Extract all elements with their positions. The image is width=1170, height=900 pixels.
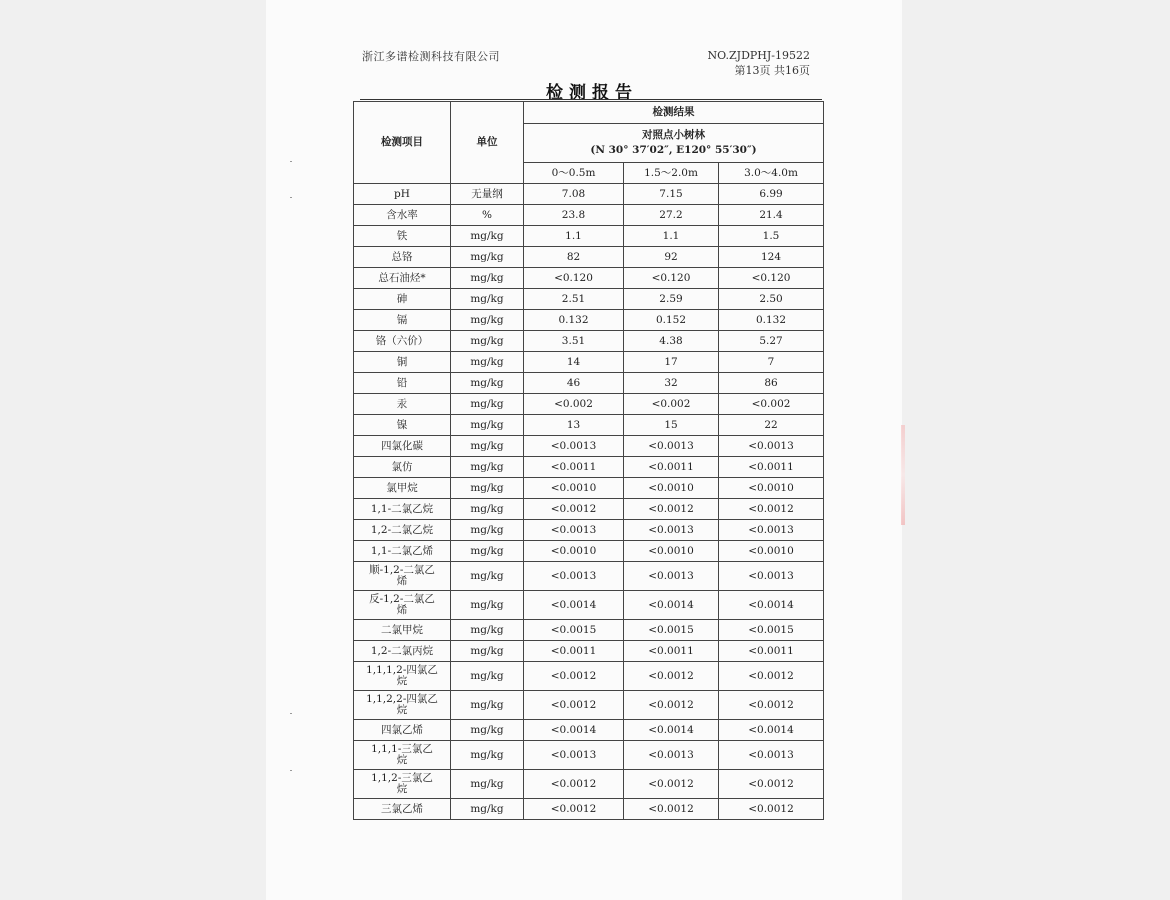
cell-value: <0.0013 — [719, 741, 824, 770]
cell-value: <0.0014 — [719, 591, 824, 620]
table-row — [354, 641, 824, 662]
header-unit: 单位 — [451, 102, 524, 184]
cell-unit: mg/kg — [451, 691, 524, 720]
cell-item: 总石油烃* — [354, 268, 451, 289]
cell-value: 7.15 — [624, 184, 719, 205]
cell-item: 二氯甲烷 — [354, 620, 451, 641]
cell-unit: mg/kg — [451, 394, 524, 415]
cell-value: 86 — [719, 373, 824, 394]
table-row — [354, 457, 824, 478]
cell-item: 1,1,1,2-四氯乙烷 — [354, 662, 451, 691]
scan-mark — [290, 197, 292, 198]
cell-value: 124 — [719, 247, 824, 268]
cell-unit: 无量纲 — [451, 184, 524, 205]
scan-mark — [290, 161, 292, 162]
table-row — [354, 226, 824, 247]
cell-value: <0.0015 — [524, 620, 624, 641]
cell-value: 6.99 — [719, 184, 824, 205]
header-site — [524, 124, 824, 163]
cell-value: 5.27 — [719, 331, 824, 352]
cell-value: <0.0012 — [624, 770, 719, 799]
table-row — [354, 620, 824, 641]
cell-item: 氯甲烷 — [354, 478, 451, 499]
cell-value: <0.0013 — [719, 436, 824, 457]
cell-value: <0.120 — [624, 268, 719, 289]
cell-item: 1,1-二氯乙烷 — [354, 499, 451, 520]
cell-item: 1,2-二氯乙烷 — [354, 520, 451, 541]
cell-unit: mg/kg — [451, 720, 524, 741]
table-row — [354, 415, 824, 436]
cell-item: 铬（六价） — [354, 331, 451, 352]
cell-value: <0.0010 — [524, 478, 624, 499]
page-info: 第13页 共16页 — [734, 64, 810, 77]
cell-value: 0.152 — [624, 310, 719, 331]
cell-unit: mg/kg — [451, 520, 524, 541]
results-table — [353, 101, 824, 820]
header-depth: 3.0～4.0m — [719, 163, 824, 184]
cell-value: 23.8 — [524, 205, 624, 226]
cell-value: <0.0013 — [624, 436, 719, 457]
table-row — [354, 478, 824, 499]
cell-unit: mg/kg — [451, 662, 524, 691]
table-row — [354, 591, 824, 620]
cell-unit: % — [451, 205, 524, 226]
table-row — [354, 520, 824, 541]
cell-value: 7 — [719, 352, 824, 373]
header-item: 检测项目 — [354, 102, 451, 184]
cell-value: <0.0012 — [624, 499, 719, 520]
table-row — [354, 691, 824, 720]
cell-value: <0.0012 — [624, 799, 719, 820]
cell-value: <0.0012 — [524, 662, 624, 691]
cell-value: <0.0012 — [624, 691, 719, 720]
cell-value: 1.5 — [719, 226, 824, 247]
cell-unit: mg/kg — [451, 457, 524, 478]
table-row — [354, 770, 824, 799]
cell-item: 1,2-二氯丙烷 — [354, 641, 451, 662]
cell-value: <0.0012 — [524, 770, 624, 799]
title-rule — [360, 99, 822, 100]
cell-value: 2.51 — [524, 289, 624, 310]
cell-value: 17 — [624, 352, 719, 373]
cell-unit: mg/kg — [451, 352, 524, 373]
table-row — [354, 541, 824, 562]
cell-value: <0.0014 — [624, 720, 719, 741]
site-name: 对照点小树林 — [642, 129, 706, 141]
cell-value: <0.120 — [524, 268, 624, 289]
cell-value: 32 — [624, 373, 719, 394]
cell-value: <0.0012 — [524, 691, 624, 720]
table-row — [354, 184, 824, 205]
cell-item: 镉 — [354, 310, 451, 331]
cell-value: <0.0010 — [624, 541, 719, 562]
cell-unit: mg/kg — [451, 436, 524, 457]
table-row — [354, 562, 824, 591]
header-depth: 1.5～2.0m — [624, 163, 719, 184]
cell-value: 4.38 — [624, 331, 719, 352]
cell-item: 镍 — [354, 415, 451, 436]
cell-item: 铅 — [354, 373, 451, 394]
cell-value: 27.2 — [624, 205, 719, 226]
table-row — [354, 331, 824, 352]
cell-value: <0.0012 — [719, 499, 824, 520]
cell-unit: mg/kg — [451, 289, 524, 310]
report-meta — [708, 48, 810, 78]
cell-unit: mg/kg — [451, 741, 524, 770]
cell-item: 氯仿 — [354, 457, 451, 478]
cell-item: 1,1,2-三氯乙烷 — [354, 770, 451, 799]
cell-unit: mg/kg — [451, 641, 524, 662]
cell-value: 92 — [624, 247, 719, 268]
cell-item: 铁 — [354, 226, 451, 247]
cell-unit: mg/kg — [451, 310, 524, 331]
cell-value: 2.50 — [719, 289, 824, 310]
cell-value: 22 — [719, 415, 824, 436]
cell-value: <0.0013 — [719, 520, 824, 541]
cell-unit: mg/kg — [451, 562, 524, 591]
cell-value: <0.0011 — [524, 641, 624, 662]
cell-value: <0.0012 — [524, 799, 624, 820]
cell-value: <0.0013 — [624, 741, 719, 770]
table-row — [354, 247, 824, 268]
cell-item: 砷 — [354, 289, 451, 310]
site-coords: (N 30° 37′02″, E120° 55′30″) — [590, 144, 757, 156]
cell-value: <0.0014 — [719, 720, 824, 741]
cell-item: 1,1,1-三氯乙烷 — [354, 741, 451, 770]
cell-value: 82 — [524, 247, 624, 268]
table-row — [354, 289, 824, 310]
cell-value: 15 — [624, 415, 719, 436]
cell-value: <0.002 — [719, 394, 824, 415]
cell-unit: mg/kg — [451, 478, 524, 499]
cell-item: 铜 — [354, 352, 451, 373]
cell-unit: mg/kg — [451, 226, 524, 247]
cell-value: 21.4 — [719, 205, 824, 226]
cell-value: <0.0011 — [719, 457, 824, 478]
cell-unit: mg/kg — [451, 591, 524, 620]
cell-unit: mg/kg — [451, 268, 524, 289]
cell-unit: mg/kg — [451, 541, 524, 562]
table-row — [354, 662, 824, 691]
cell-item: 1,1-二氯乙烯 — [354, 541, 451, 562]
header-depth: 0～0.5m — [524, 163, 624, 184]
table-row — [354, 499, 824, 520]
cell-value: 1.1 — [624, 226, 719, 247]
cell-unit: mg/kg — [451, 247, 524, 268]
cell-item: 四氯乙烯 — [354, 720, 451, 741]
cell-value: 2.59 — [624, 289, 719, 310]
cell-value: <0.0011 — [719, 641, 824, 662]
table-row — [354, 268, 824, 289]
table-row — [354, 394, 824, 415]
cell-unit: mg/kg — [451, 415, 524, 436]
cell-value: <0.0013 — [524, 741, 624, 770]
cell-value: <0.0013 — [524, 520, 624, 541]
table-row — [354, 310, 824, 331]
header-result: 检测结果 — [524, 102, 824, 124]
cell-unit: mg/kg — [451, 770, 524, 799]
cell-value: 13 — [524, 415, 624, 436]
cell-value: <0.0012 — [524, 499, 624, 520]
cell-value: 0.132 — [524, 310, 624, 331]
cell-value: <0.0012 — [719, 662, 824, 691]
cell-value: <0.0012 — [719, 799, 824, 820]
cell-value: <0.002 — [624, 394, 719, 415]
cell-item: 总铬 — [354, 247, 451, 268]
cell-value: <0.0014 — [524, 720, 624, 741]
seal-stamp-edge — [901, 425, 905, 525]
table-row — [354, 741, 824, 770]
cell-unit: mg/kg — [451, 499, 524, 520]
cell-item: 反-1,2-二氯乙烯 — [354, 591, 451, 620]
cell-item: 四氯化碳 — [354, 436, 451, 457]
cell-value: <0.0010 — [719, 478, 824, 499]
cell-value: <0.0015 — [624, 620, 719, 641]
cell-value: <0.0012 — [624, 662, 719, 691]
company-name: 浙江多谱检测科技有限公司 — [362, 50, 500, 63]
cell-value: 1.1 — [524, 226, 624, 247]
scan-mark — [290, 713, 292, 714]
table-row — [354, 436, 824, 457]
cell-item: 三氯乙烯 — [354, 799, 451, 820]
cell-value: <0.0013 — [524, 562, 624, 591]
cell-value: <0.0014 — [524, 591, 624, 620]
cell-value: <0.0012 — [719, 770, 824, 799]
cell-value: 46 — [524, 373, 624, 394]
cell-value: 7.08 — [524, 184, 624, 205]
cell-unit: mg/kg — [451, 331, 524, 352]
table-row — [354, 373, 824, 394]
cell-value: <0.002 — [524, 394, 624, 415]
report-number: NO.ZJDPHJ-19522 — [707, 49, 810, 62]
cell-unit: mg/kg — [451, 799, 524, 820]
table-row — [354, 205, 824, 226]
cell-value: <0.0011 — [624, 641, 719, 662]
report-page — [266, 0, 902, 900]
cell-value: <0.0010 — [524, 541, 624, 562]
cell-value: <0.0013 — [719, 562, 824, 591]
cell-value: <0.120 — [719, 268, 824, 289]
cell-value: 14 — [524, 352, 624, 373]
cell-value: <0.0013 — [624, 562, 719, 591]
cell-item: 1,1,2,2-四氯乙烷 — [354, 691, 451, 720]
cell-value: <0.0014 — [624, 591, 719, 620]
cell-value: <0.0010 — [719, 541, 824, 562]
cell-value: <0.0011 — [524, 457, 624, 478]
cell-unit: mg/kg — [451, 620, 524, 641]
cell-value: <0.0013 — [524, 436, 624, 457]
cell-unit: mg/kg — [451, 373, 524, 394]
cell-item: 汞 — [354, 394, 451, 415]
cell-value: <0.0011 — [624, 457, 719, 478]
cell-item: pH — [354, 184, 451, 205]
scan-mark — [290, 770, 292, 771]
cell-item: 含水率 — [354, 205, 451, 226]
table-row — [354, 720, 824, 741]
table-row — [354, 352, 824, 373]
report-title: 检测报告 — [546, 83, 638, 103]
cell-value: 0.132 — [719, 310, 824, 331]
cell-value: <0.0013 — [624, 520, 719, 541]
cell-value: <0.0015 — [719, 620, 824, 641]
cell-value: <0.0012 — [719, 691, 824, 720]
cell-value: 3.51 — [524, 331, 624, 352]
cell-item: 顺-1,2-二氯乙烯 — [354, 562, 451, 591]
table-row — [354, 799, 824, 820]
cell-value: <0.0010 — [624, 478, 719, 499]
